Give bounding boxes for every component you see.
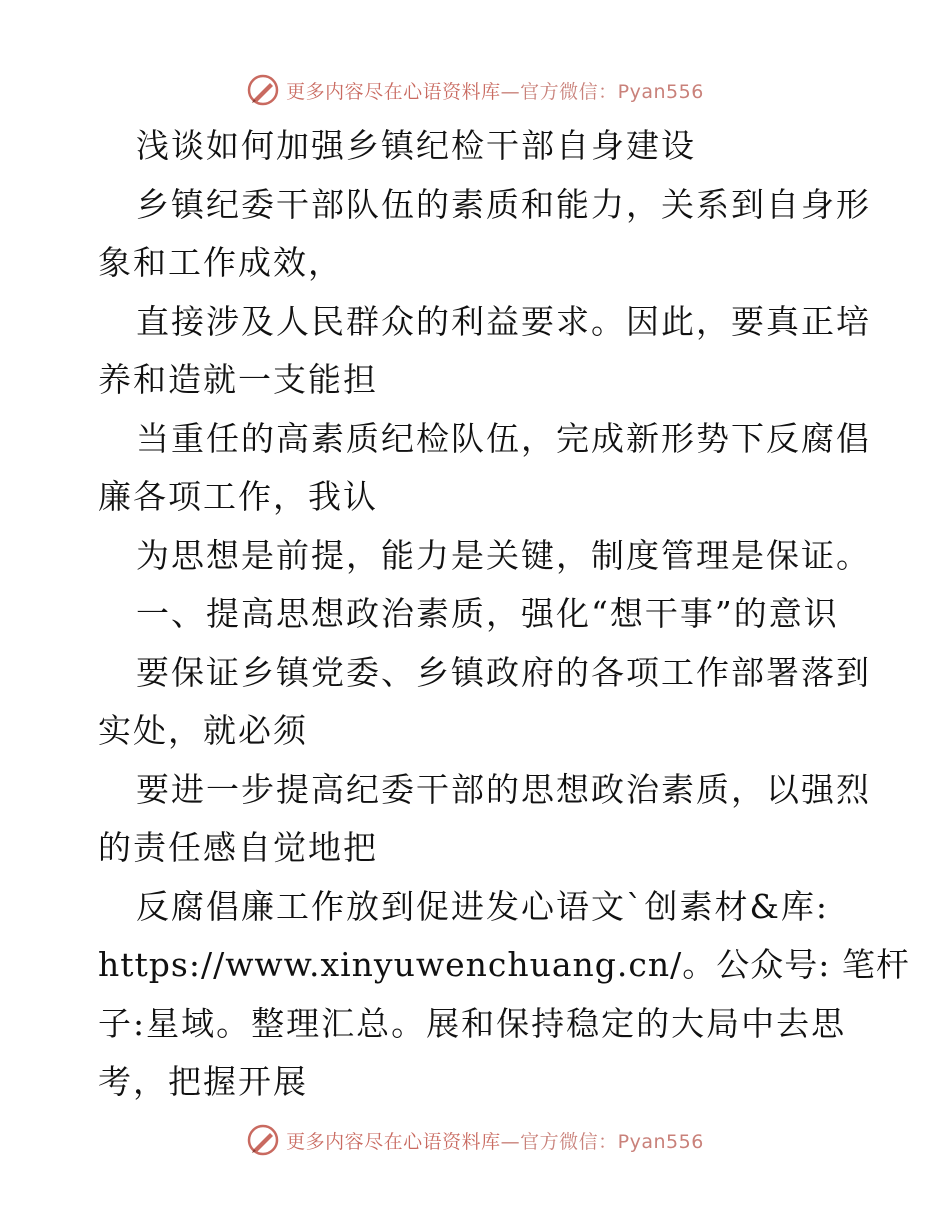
document-line: 直接涉及人民群众的利益要求。因此，要真正培 (136, 301, 871, 341)
banner-wechat: 官方微信：Pyan556 (520, 80, 704, 103)
document-line: 为思想是前提，能力是关键，制度管理是保证。 (136, 535, 871, 575)
document-line: 当重任的高素质纪检队伍，完成新形势下反腐倡 (136, 418, 871, 458)
document-body (98, 117, 910, 1112)
banner-text (286, 1127, 704, 1154)
pen-logo-icon (246, 1123, 280, 1157)
footer-banner (0, 1120, 950, 1160)
banner-separator: — (500, 80, 521, 103)
banner-separator: — (500, 1130, 521, 1153)
document-line: 实处，就必须 (98, 711, 308, 750)
document-line: https://www.xinyuwenchuang.cn/。公众号: 笔杆 (98, 945, 910, 984)
document-line: 乡镇纪委干部队伍的素质和能力，关系到自身形 (136, 184, 871, 224)
document-line: 考，把握开展 (98, 1062, 308, 1101)
document-line: 要保证乡镇党委、乡镇政府的各项工作部署落到 (136, 652, 871, 692)
banner-site-name: 更多内容尽在心语资料库 (286, 80, 501, 103)
pen-logo-icon (246, 73, 280, 107)
document-line: 浅谈如何加强乡镇纪检干部自身建设 (136, 126, 696, 165)
banner-wechat: 官方微信：Pyan556 (520, 1130, 704, 1153)
banner-site-name: 更多内容尽在心语资料库 (286, 1130, 501, 1153)
document-line: 一、提高思想政治素质，强化“想干事”的意识 (136, 594, 839, 633)
document-line: 子:星域。整理汇总。展和保持稳定的大局中去思 (98, 1003, 847, 1043)
document-line: 的责任感自觉地把 (98, 828, 378, 867)
header-banner (0, 70, 950, 110)
document-line: 养和造就一支能担 (98, 360, 378, 399)
banner-text (286, 77, 704, 104)
document-line: 象和工作成效， (98, 243, 343, 282)
document-line: 反腐倡廉工作放到促进发心语文`创素材&库: (136, 886, 829, 926)
document-line: 廉各项工作，我认 (98, 477, 378, 516)
document-line: 要进一步提高纪委干部的思想政治素质，以强烈 (136, 769, 871, 809)
